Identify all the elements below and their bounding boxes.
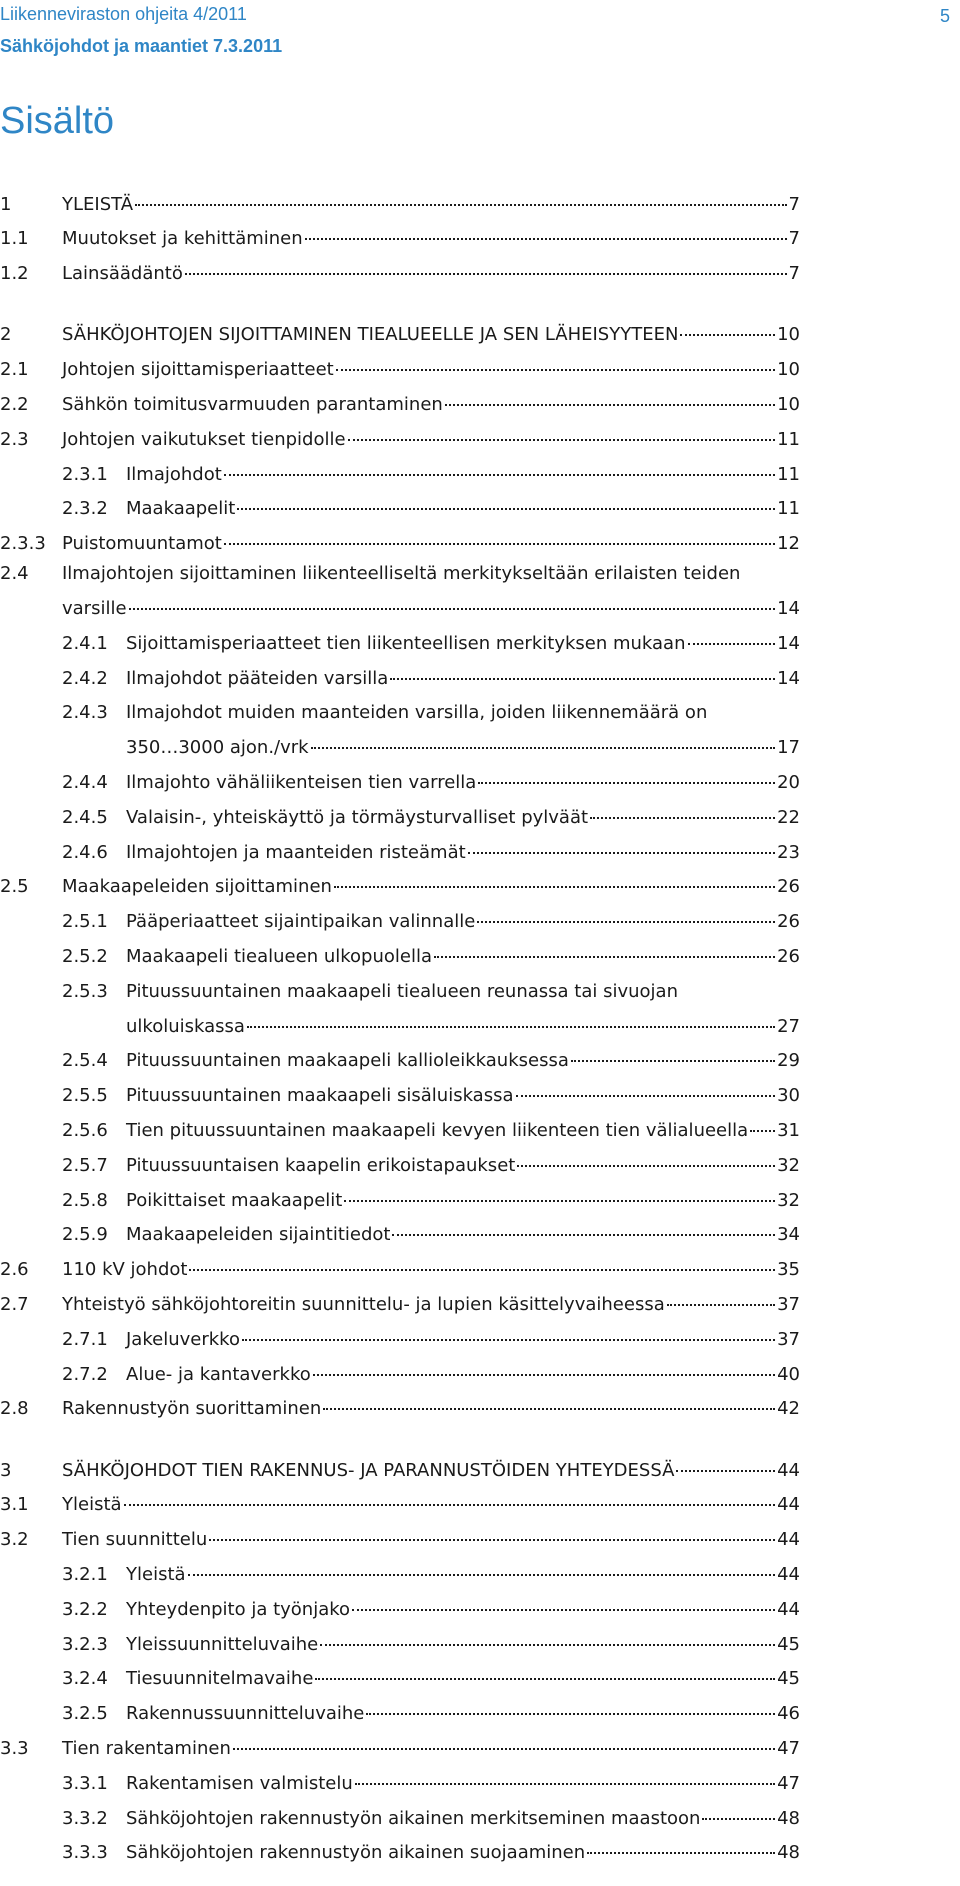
- dot-leader: [390, 678, 775, 680]
- dot-leader: [247, 1026, 775, 1028]
- toc-entry-title: Ilmajohtojen sijoittaminen liikenteelliseltä merkitykseltään erilaisten teiden: [62, 563, 741, 584]
- toc-entry-page: 46: [777, 1703, 800, 1724]
- toc-entry-number: 2.6: [0, 1259, 29, 1280]
- toc-entry-page: 30: [777, 1085, 800, 1106]
- dot-leader: [224, 474, 775, 476]
- dot-leader: [392, 1234, 775, 1236]
- dot-leader: [323, 1408, 775, 1410]
- dot-leader: [750, 1130, 775, 1132]
- dot-leader: [477, 921, 775, 923]
- dot-leader: [348, 439, 776, 441]
- toc-entry-number: 2.5.8: [62, 1190, 108, 1211]
- toc-entry-title: Puistomuuntamot 12: [62, 531, 800, 557]
- toc-entry-number: 3.3.2: [62, 1808, 108, 1829]
- toc-entry-title: Pituussuuntainen maakaapeli tiealueen reunassa tai sivuojan: [126, 981, 678, 1002]
- toc-entry-page: 47: [777, 1738, 800, 1759]
- toc-entry-page: 48: [777, 1842, 800, 1863]
- dot-leader: [189, 1269, 775, 1271]
- toc-entry-page: 14: [777, 668, 800, 689]
- dot-leader: [517, 1165, 775, 1167]
- toc-entry-title: Johtojen vaikutukset tienpidolle 11: [62, 427, 800, 453]
- toc-entry-page: 34: [777, 1224, 800, 1245]
- toc-entry-number: 2.7.1: [62, 1329, 108, 1350]
- toc-entry-title: Yleistä 44: [62, 1492, 800, 1518]
- dot-leader: [311, 747, 775, 749]
- toc-entry-page: 44: [777, 1460, 800, 1481]
- toc-entry-page: 20: [777, 772, 800, 793]
- toc-entry-page: 44: [777, 1529, 800, 1550]
- dot-leader: [224, 543, 775, 545]
- toc-entry-page: 37: [777, 1329, 800, 1350]
- toc-entry-number: 3: [0, 1460, 12, 1481]
- toc-entry-number: 2.5.5: [62, 1085, 108, 1106]
- toc-entry-title-continued: varsille 14: [62, 596, 800, 622]
- toc-entry-number: 2.4.3: [62, 702, 108, 723]
- toc-entry-page: 45: [777, 1634, 800, 1655]
- toc-entry-page: 17: [777, 737, 800, 758]
- toc-entry-title: SÄHKÖJOHDOT TIEN RAKENNUS- JA PARANNUSTÖIDEN YHTEYDESSÄ 44: [62, 1458, 800, 1484]
- toc-entry-number: 2.5.7: [62, 1155, 108, 1176]
- toc-entry-page: 29: [777, 1050, 800, 1071]
- dot-leader: [185, 273, 787, 275]
- toc-entry-title: Pituussuuntaisen kaapelin erikoistapaukset 32: [126, 1153, 800, 1179]
- toc-entry-title: Yleistä 44: [126, 1562, 800, 1588]
- toc-entry-title: Yhteydenpito ja työnjako 44: [126, 1597, 800, 1623]
- toc-entry-number: 2.3.3: [0, 533, 46, 554]
- toc-entry-number: 2.4.6: [62, 842, 108, 863]
- toc-entry-number: 2.7.2: [62, 1364, 108, 1385]
- toc-entry-title: Pituussuuntainen maakaapeli kallioleikkauksessa 29: [126, 1048, 800, 1074]
- toc-entry-title: Rakentamisen valmistelu 47: [126, 1771, 800, 1797]
- toc-entry-number: 2.5.9: [62, 1224, 108, 1245]
- toc-entry-number: 2.4: [0, 563, 29, 584]
- dot-leader: [445, 404, 775, 406]
- toc-entry-page: 42: [777, 1398, 800, 1419]
- toc-entry-title: Maakaapeli tiealueen ulkopuolella 26: [126, 944, 800, 970]
- toc-entry-title: Tien suunnittelu 44: [62, 1527, 800, 1553]
- toc-entry-title: Yhteistyö sähköjohtoreitin suunnittelu- ja lupien käsittelyvaiheessa 37: [62, 1292, 800, 1318]
- toc-entry-page: 7: [788, 194, 800, 215]
- toc-entry-page: 26: [777, 911, 800, 932]
- dot-leader: [237, 508, 775, 510]
- page-title: Sisältö: [0, 100, 115, 142]
- toc-entry-title: Poikittaiset maakaapelit 32: [126, 1188, 800, 1214]
- toc-entry-title: Maakaapeleiden sijoittaminen 26: [62, 874, 800, 900]
- toc-entry-number: 3.1: [0, 1494, 29, 1515]
- dot-leader: [366, 1713, 775, 1715]
- toc-entry-title: SÄHKÖJOHTOJEN SIJOITTAMINEN TIEALUEELLE JA SEN LÄHEISYYTEEN 10: [62, 322, 800, 348]
- toc-entry-title: Rakennustyön suorittaminen 42: [62, 1396, 800, 1422]
- toc-entry-number: 2.5.4: [62, 1050, 108, 1071]
- toc-entry-page: 44: [777, 1564, 800, 1585]
- toc-entry-number: 3.3.1: [62, 1773, 108, 1794]
- dot-leader: [352, 1609, 775, 1611]
- toc-entry-number: 2.5.3: [62, 981, 108, 1002]
- toc-entry-title: Alue- ja kantaverkko 40: [126, 1362, 800, 1388]
- toc-entry-number: 2.4.1: [62, 633, 108, 654]
- dot-leader: [336, 369, 775, 371]
- toc-entry-number: 2.3: [0, 429, 29, 450]
- dot-leader: [188, 1574, 776, 1576]
- toc-entry-title-continued: 350…3000 ajon./vrk 17: [126, 735, 800, 761]
- toc-entry-page: 11: [777, 429, 800, 450]
- toc-entry-title: Sähkön toimitusvarmuuden parantaminen 10: [62, 392, 800, 418]
- toc-entry-title-continued: ulkoluiskassa 27: [126, 1014, 800, 1040]
- toc-entry-number: 3.3.3: [62, 1842, 108, 1863]
- toc-entry-title: Tien pituussuuntainen maakaapeli kevyen liikenteen tien välialueella 31: [126, 1118, 800, 1144]
- toc-entry-title: Ilmajohto vähäliikenteisen tien varrella 20: [126, 770, 800, 796]
- dot-leader: [587, 1852, 775, 1854]
- toc-entry-title: Tien rakentaminen 47: [62, 1736, 800, 1762]
- toc-entry-page: 14: [777, 598, 800, 619]
- toc-entry-page: 35: [777, 1259, 800, 1280]
- dot-leader: [680, 334, 775, 336]
- dot-leader: [667, 1304, 775, 1306]
- toc-entry-page: 10: [777, 359, 800, 380]
- dot-leader: [135, 204, 787, 206]
- toc-entry-title: 110 kV johdot 35: [62, 1257, 800, 1283]
- toc-entry-page: 37: [777, 1294, 800, 1315]
- toc-entry-number: 3.2.3: [62, 1634, 108, 1655]
- toc-entry-page: 10: [777, 394, 800, 415]
- toc-entry-page: 47: [777, 1773, 800, 1794]
- toc-entry-page: 48: [777, 1808, 800, 1829]
- toc-entry-title: Ilmajohdot pääteiden varsilla 14: [126, 666, 800, 692]
- toc-entry-page: 12: [777, 533, 800, 554]
- toc-entry-number: 2.7: [0, 1294, 29, 1315]
- dot-leader: [313, 1374, 775, 1376]
- toc-entry-number: 3.2: [0, 1529, 29, 1550]
- toc-entry-page: 32: [777, 1190, 800, 1211]
- toc-entry-title: Ilmajohdot muiden maanteiden varsilla, joiden liikennemäärä on: [126, 702, 708, 723]
- toc-entry-number: 1.1: [0, 228, 29, 249]
- dot-leader: [315, 1678, 775, 1680]
- toc-entry-page: 44: [777, 1599, 800, 1620]
- toc-entry-number: 2.4.2: [62, 668, 108, 689]
- dot-leader: [129, 608, 776, 610]
- toc-entry-title: Muutokset ja kehittäminen 7: [62, 226, 800, 252]
- dot-leader: [334, 886, 775, 888]
- dot-leader: [478, 782, 775, 784]
- dot-leader: [344, 1200, 775, 1202]
- toc-entry-title: Maakaapeleiden sijaintitiedot 34: [126, 1222, 800, 1248]
- toc-entry-page: 26: [777, 876, 800, 897]
- toc-entry-number: 2.4.5: [62, 807, 108, 828]
- toc-entry-number: 2: [0, 324, 12, 345]
- toc-entry-title: Jakeluverkko 37: [126, 1327, 800, 1353]
- toc-entry-number: 2.3.1: [62, 464, 108, 485]
- toc-entry-page: 32: [777, 1155, 800, 1176]
- toc-entry-title: Sähköjohtojen rakennustyön aikainen suojaaminen 48: [126, 1840, 800, 1866]
- toc-entry-number: 2.3.2: [62, 498, 108, 519]
- dot-leader: [124, 1504, 776, 1506]
- toc-entry-number: 2.1: [0, 359, 29, 380]
- toc-entry-number: 2.4.4: [62, 772, 108, 793]
- toc-entry-number: 2.5.2: [62, 946, 108, 967]
- toc-entry-title: Sähköjohtojen rakennustyön aikainen merkitseminen maastoon 48: [126, 1806, 800, 1832]
- toc-entry-page: 23: [777, 842, 800, 863]
- toc-entry-title: Yleissuunnitteluvaihe 45: [126, 1632, 800, 1658]
- dot-leader: [233, 1748, 775, 1750]
- toc-entry-title: Ilmajohdot 11: [126, 462, 800, 488]
- toc-entry-page: 11: [777, 464, 800, 485]
- toc-entry-page: 7: [788, 228, 800, 249]
- dot-leader: [242, 1339, 775, 1341]
- toc-entry-title: Valaisin-, yhteiskäyttö ja törmäysturvalliset pylväät 22: [126, 805, 800, 831]
- toc-entry-page: 11: [777, 498, 800, 519]
- toc-entry-number: 2.5.1: [62, 911, 108, 932]
- toc-entry-number: 2.5: [0, 876, 29, 897]
- toc-entry-number: 2.5.6: [62, 1120, 108, 1141]
- document-subtitle: Sähköjohdot ja maantiet 7.3.2011: [0, 36, 283, 56]
- toc-entry-page: 22: [777, 807, 800, 828]
- toc-entry-title: Pääperiaatteet sijaintipaikan valinnalle 26: [126, 909, 800, 935]
- dot-leader: [434, 956, 775, 958]
- dot-leader: [516, 1095, 776, 1097]
- toc-entry-title: Johtojen sijoittamisperiaatteet 10: [62, 357, 800, 383]
- toc-entry-page: 7: [788, 263, 800, 284]
- toc-entry-number: 3.2.2: [62, 1599, 108, 1620]
- toc-entry-page: 40: [777, 1364, 800, 1385]
- dot-leader: [571, 1060, 775, 1062]
- toc-entry-page: 45: [777, 1668, 800, 1689]
- toc-entry-page: 14: [777, 633, 800, 654]
- dot-leader: [590, 817, 775, 819]
- publication-title: Liikenneviraston ohjeita 4/2011: [0, 4, 247, 24]
- dot-leader: [305, 238, 787, 240]
- toc-entry-number: 1: [0, 194, 12, 215]
- toc-entry-number: 3.2.4: [62, 1668, 108, 1689]
- dot-leader: [355, 1783, 775, 1785]
- dot-leader: [209, 1539, 775, 1541]
- dot-leader: [468, 852, 775, 854]
- toc-entry-number: 2.2: [0, 394, 29, 415]
- toc-entry-title: Ilmajohtojen ja maanteiden risteämät 23: [126, 840, 800, 866]
- toc-entry-title: Lainsäädäntö 7: [62, 261, 800, 287]
- toc-entry-page: 31: [777, 1120, 800, 1141]
- page-number: 5: [939, 6, 950, 26]
- toc-entry-number: 3.3: [0, 1738, 29, 1759]
- toc-entry-title: Maakaapelit 11: [126, 496, 800, 522]
- toc-entry-title: Rakennussuunnitteluvaihe 46: [126, 1701, 800, 1727]
- toc-entry-number: 3.2.1: [62, 1564, 108, 1585]
- toc-entry-page: 27: [777, 1016, 800, 1037]
- toc-entry-page: 26: [777, 946, 800, 967]
- toc-entry-number: 1.2: [0, 263, 29, 284]
- toc-entry-title: YLEISTÄ 7: [62, 192, 800, 218]
- dot-leader: [702, 1818, 775, 1820]
- toc-entry-title: Tiesuunnitelmavaihe 45: [126, 1666, 800, 1692]
- toc-entry-number: 2.8: [0, 1398, 29, 1419]
- dot-leader: [688, 643, 776, 645]
- toc-entry-page: 44: [777, 1494, 800, 1515]
- dot-leader: [676, 1470, 775, 1472]
- toc-entry-title: Pituussuuntainen maakaapeli sisäluiskassa 30: [126, 1083, 800, 1109]
- toc-entry-number: 3.2.5: [62, 1703, 108, 1724]
- toc-entry-page: 10: [777, 324, 800, 345]
- toc-entry-title: Sijoittamisperiaatteet tien liikenteellisen merkityksen mukaan 14: [126, 631, 800, 657]
- dot-leader: [320, 1644, 775, 1646]
